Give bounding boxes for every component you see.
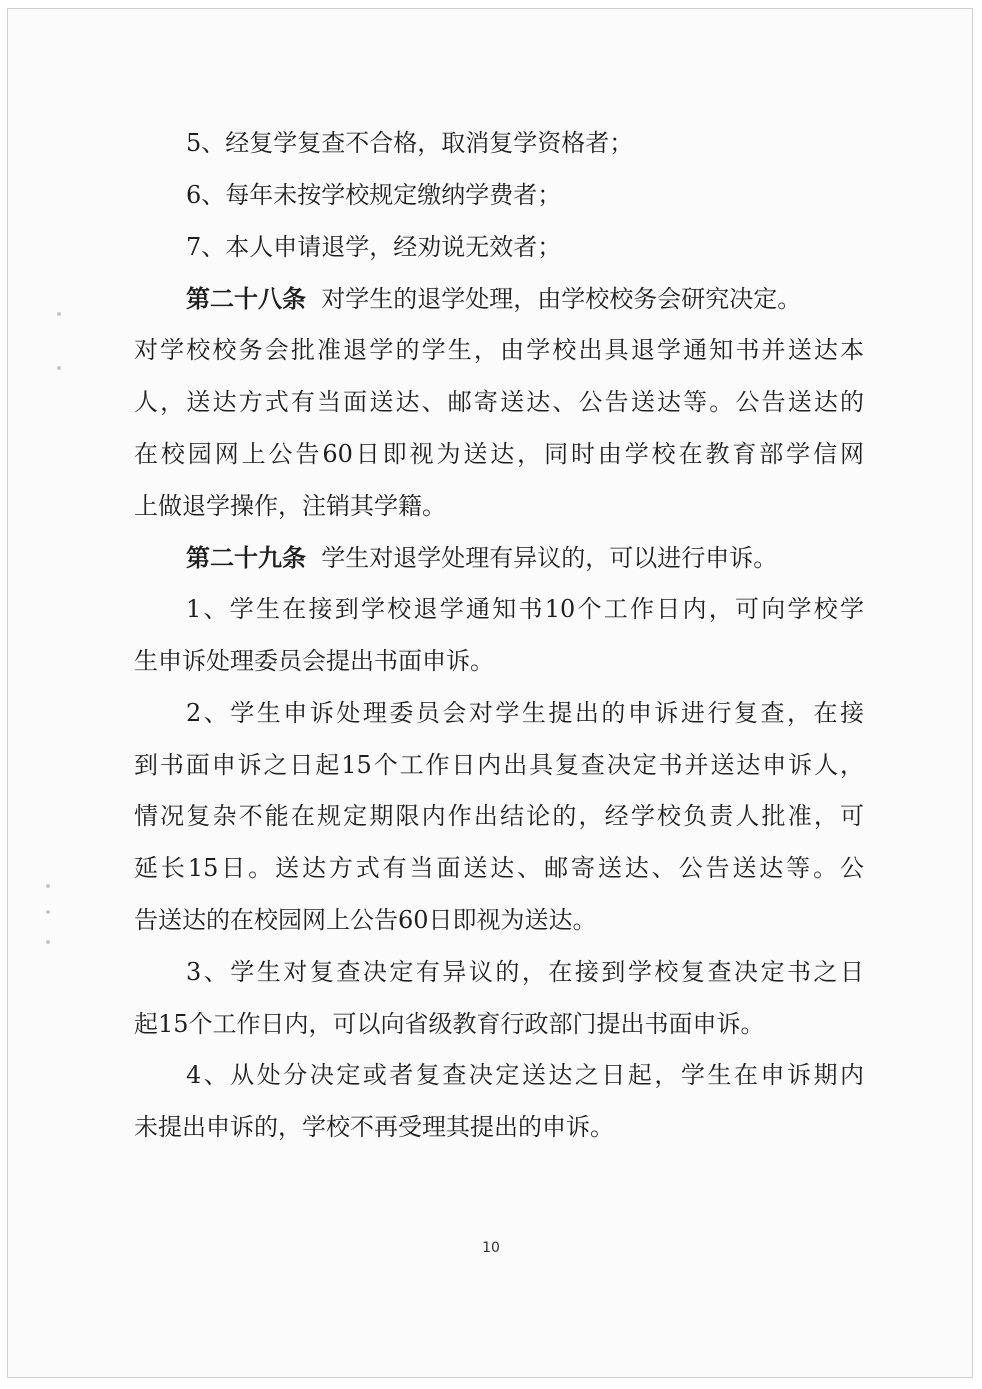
page-number: 10 [482, 1240, 500, 1256]
list-item: 6、每年未按学校规定缴纳学费者； [186, 180, 562, 209]
paragraph-line: 在校园网上公告60日即视为送达，同时由学校在教育部学信网 [134, 439, 864, 468]
paragraph-line: 对学校校务会批准退学的学生，由学校出具退学通知书并送达本 [134, 336, 864, 365]
article-28-heading: 第二十八条 对学生的退学处理，由学校校务会研究决定。 [186, 284, 802, 314]
article-29-heading: 第二十九条 学生对退学处理有异议的，可以进行申诉。 [186, 543, 778, 573]
paragraph-line: 到书面申诉之日起15个工作日内出具复查决定书并送达申诉人， [134, 750, 864, 779]
list-item: 2、学生申诉处理委员会对学生提出的申诉进行复查，在接 [186, 698, 864, 727]
paragraph-line: 生申诉处理委员会提出书面申诉。 [134, 646, 494, 675]
paragraph-line: 告送达的在校园网上公告60日即视为送达。 [134, 905, 597, 934]
paragraph-line: 上做退学操作，注销其学籍。 [134, 491, 446, 520]
paragraph-line: 情况复杂不能在规定期限内作出结论的，经学校负责人批准，可 [134, 802, 864, 831]
binding-hole [46, 940, 50, 944]
binding-hole [46, 910, 50, 914]
binding-hole [57, 312, 61, 316]
list-item: 5、经复学复查不合格，取消复学资格者； [186, 129, 634, 157]
paragraph-line: 人，送达方式有当面送达、邮寄送达、公告送达等。公告送达的 [134, 387, 864, 416]
article-number: 第二十八条 [186, 284, 306, 314]
list-item: 3、学生对复查决定有异议的，在接到学校复查决定书之日 [186, 957, 864, 986]
list-item: 7、本人申请退学，经劝说无效者； [186, 232, 562, 261]
list-item: 4、从处分决定或者复查决定送达之日起，学生在申诉期内 [186, 1061, 864, 1090]
paragraph-line: 起15个工作日内，可以向省级教育行政部门提出书面申诉。 [134, 1009, 765, 1038]
paragraph-line: 延长15日。送达方式有当面送达、邮寄送达、公告送达等。公 [134, 854, 864, 883]
article-number: 第二十九条 [186, 543, 306, 573]
binding-hole [46, 884, 50, 888]
binding-hole [57, 366, 61, 370]
document-body [134, 118, 864, 1154]
list-item: 1、学生在接到学校退学通知书10个工作日内，可向学校学 [186, 595, 864, 624]
paragraph-line: 未提出申诉的，学校不再受理其提出的申诉。 [134, 1113, 614, 1142]
